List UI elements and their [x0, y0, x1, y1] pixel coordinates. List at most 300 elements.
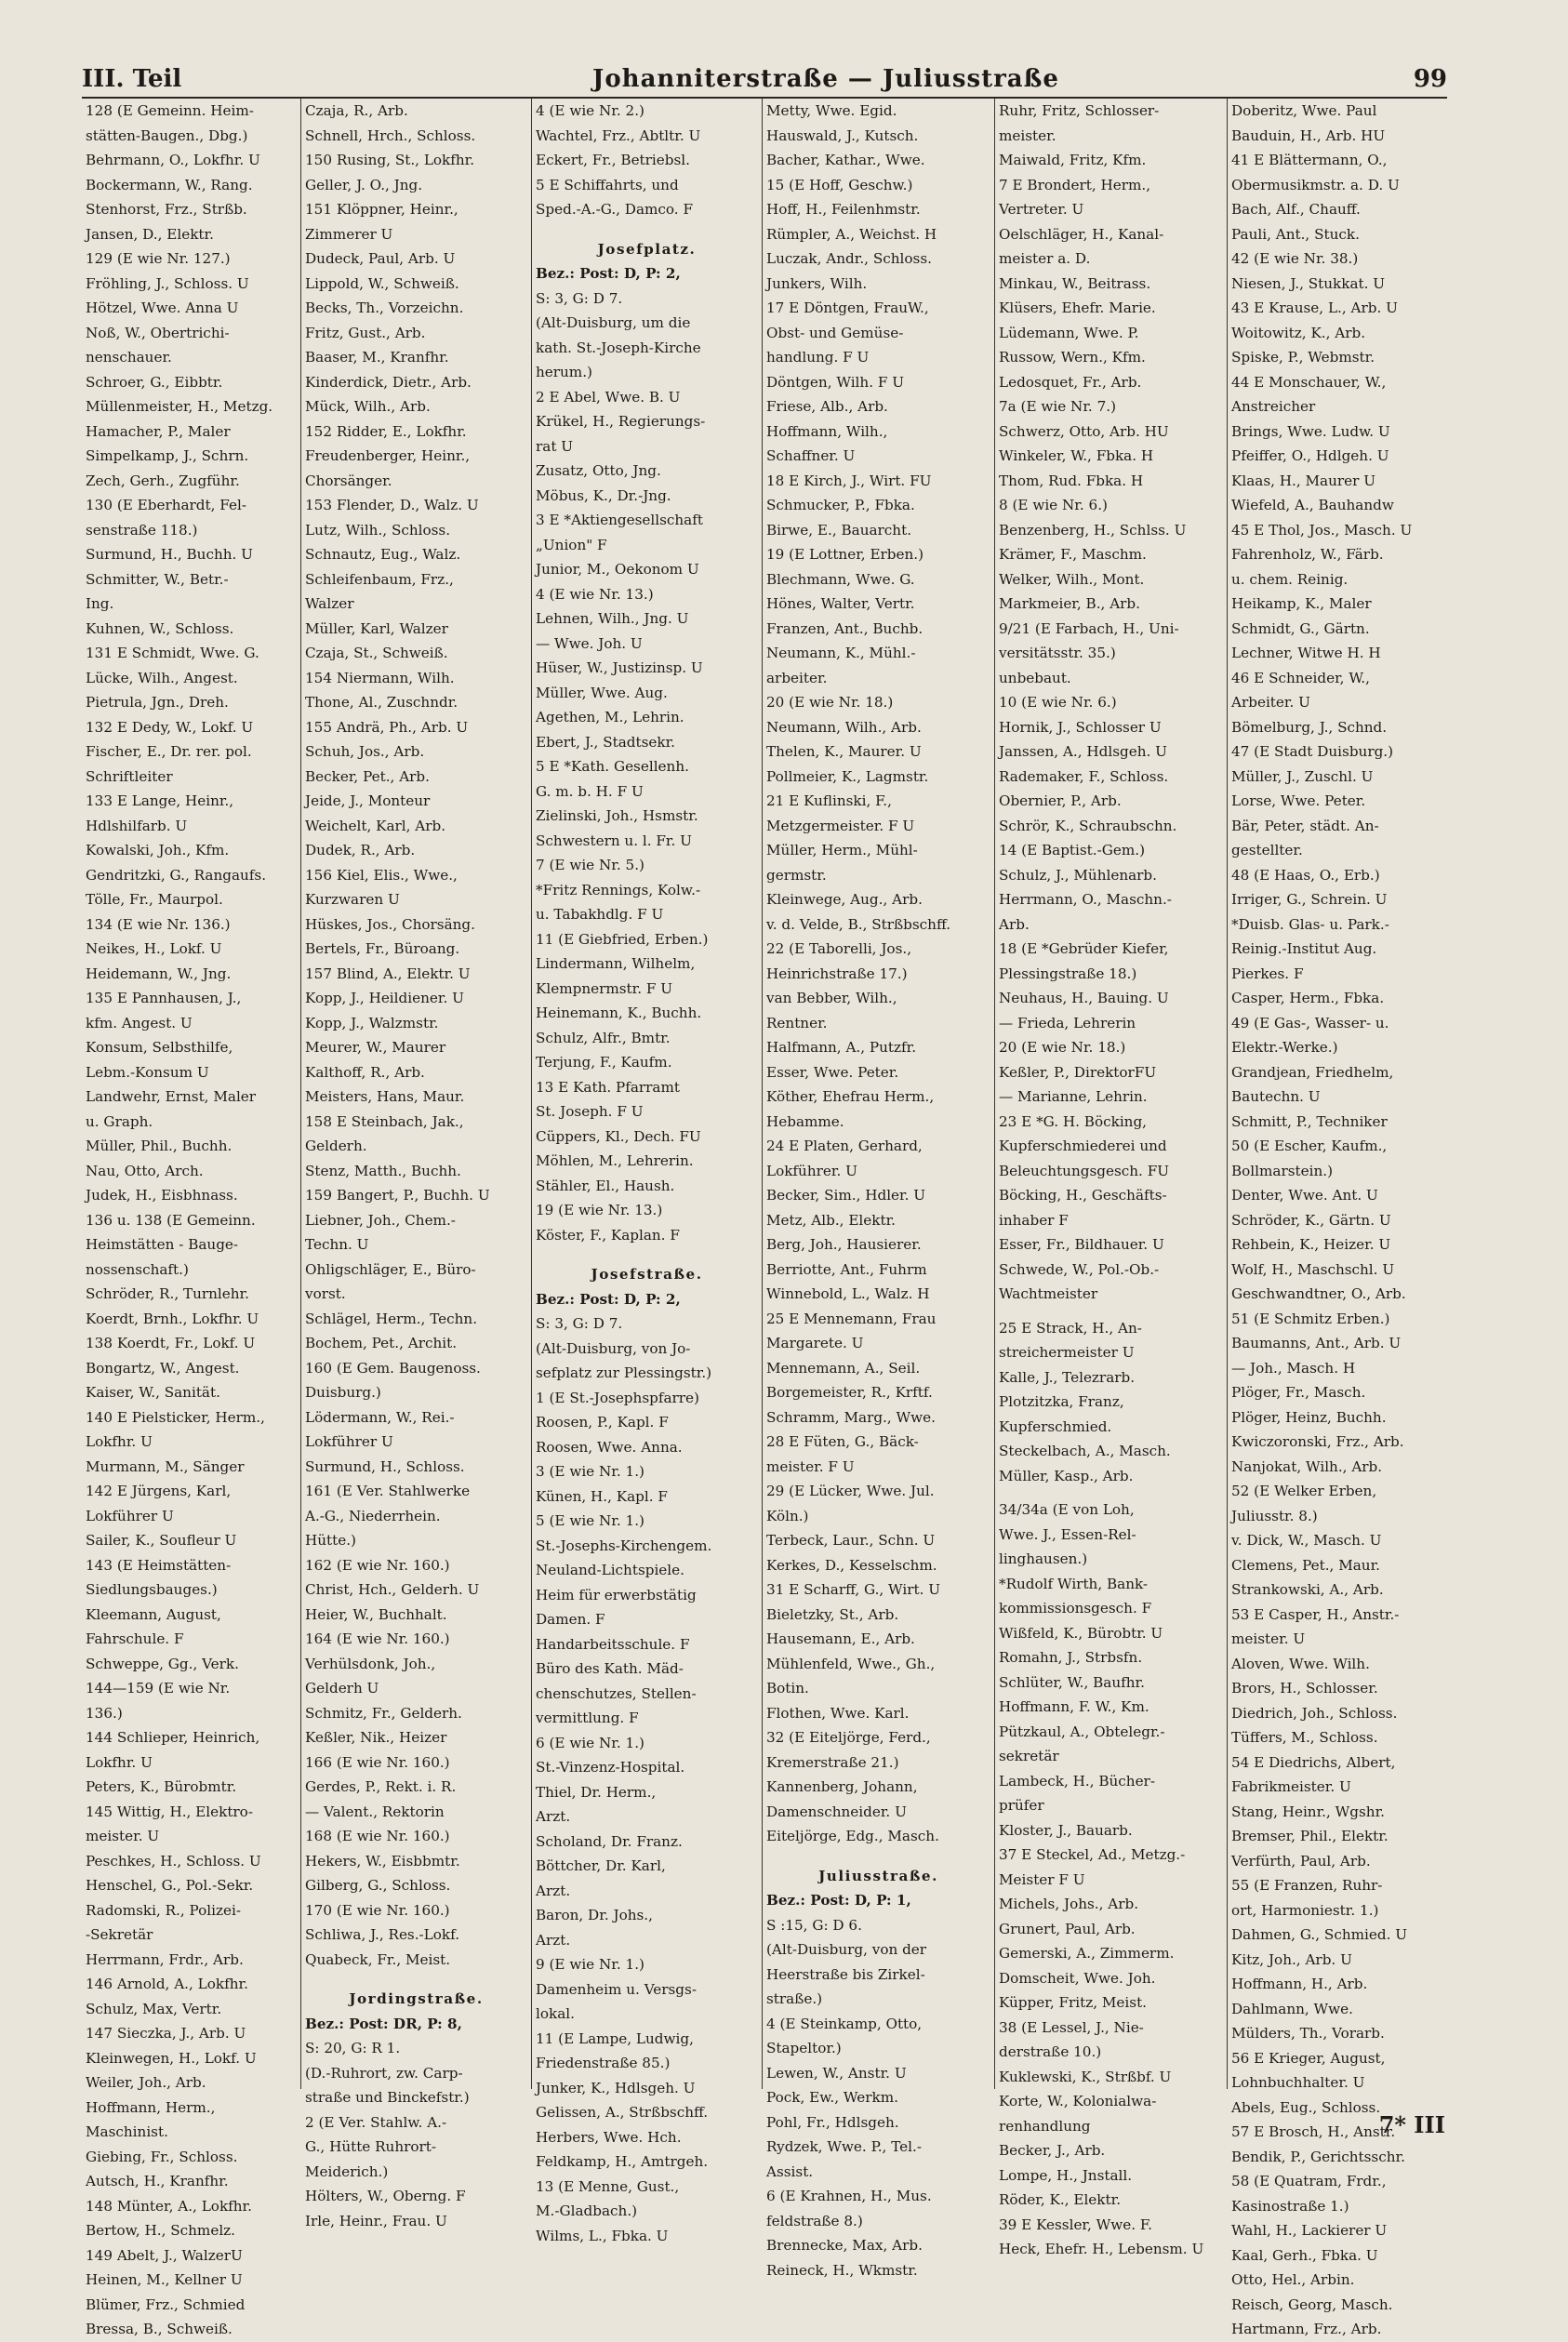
directory-line: Nau, Otto, Arch. — [86, 1162, 204, 1179]
directory-line: Schulz, Max, Vertr. — [86, 2000, 222, 2017]
directory-line: germstr. — [766, 866, 827, 884]
directory-line: Lödermann, W., Rei.- — [305, 1408, 455, 1426]
directory-line: Röder, K., Elektr. — [999, 2191, 1122, 2208]
directory-line: Schulz, J., Mühlenarb. — [999, 866, 1157, 884]
directory-line: Welker, Wilh., Mont. — [999, 570, 1145, 588]
directory-line: Kremerstraße 21.) — [766, 1753, 899, 1771]
directory-line: Peschkes, H., Schloss. U — [86, 1852, 261, 1870]
directory-line: 142 E Jürgens, Karl, — [86, 1483, 232, 1499]
directory-line: arbeiter. — [766, 669, 828, 686]
directory-line: Gilberg, G., Schloss. — [305, 1877, 451, 1894]
directory-line: Bressa, B., Schweiß. — [86, 2321, 233, 2337]
directory-line: renhandlung — [999, 2117, 1091, 2135]
directory-line: 55 (E Franzen, Ruhr- — [1231, 1877, 1383, 1894]
directory-line: Keßler, Nik., Heizer — [305, 1729, 447, 1746]
directory-line: Niesen, J., Stukkat. U — [1231, 274, 1386, 292]
directory-line: Kannenberg, Johann, — [766, 1778, 918, 1795]
directory-line: Lokführer U — [86, 1507, 174, 1524]
directory-line: Hdlshilfarb. U — [86, 817, 188, 834]
directory-line: meister. F U — [766, 1457, 855, 1475]
directory-line: 23 E *G. H. Böcking, — [999, 1112, 1148, 1130]
directory-line: Heier, W., Buchhalt. — [305, 1605, 447, 1623]
directory-line: Herbers, Wwe. Hch. — [536, 2128, 682, 2146]
directory-line: 156 Kiel, Elis., Wwe., — [305, 866, 458, 884]
directory-line: Thone, Al., Zuschndr. — [305, 694, 458, 711]
directory-line: handlung. F U — [766, 349, 870, 366]
directory-line: Hoffmann, H., Arb. — [1231, 1976, 1368, 1992]
directory-line: Brors, H., Schlosser. — [1231, 1680, 1378, 1697]
directory-line — [305, 1972, 527, 1981]
directory-line: Reisch, Georg, Masch. — [1231, 2295, 1393, 2313]
directory-line: 46 E Schneider, W., — [1231, 669, 1370, 686]
directory-line: Schrör, K., Schraubschn. — [999, 817, 1177, 834]
directory-line: Dahlmann, Wwe. — [1231, 2000, 1353, 2017]
directory-line: Hausemann, E., Arb. — [766, 1630, 915, 1647]
column-4 — [763, 99, 995, 2279]
directory-line: Dudeck, Paul, Arb. U — [305, 250, 456, 267]
directory-line: 50 (E Escher, Kaufm., — [1231, 1138, 1388, 1154]
directory-line: Köster, F., Kaplan. F — [536, 1226, 680, 1244]
directory-line: Herrmann, O., Maschn.- — [999, 891, 1172, 908]
directory-line: 3 (E wie Nr. 1.) — [536, 1463, 644, 1480]
directory-line: gestellter. — [1231, 842, 1303, 858]
directory-line: Hekers, W., Eisbbmtr. — [305, 1852, 460, 1870]
directory-line: 19 (E wie Nr. 13.) — [536, 1202, 663, 1218]
directory-line: Halfmann, A., Putzfr. — [766, 1039, 917, 1056]
directory-line: 6 (E Krahnen, H., Mus. — [766, 2188, 932, 2204]
directory-line: Neumann, K., Mühl.- — [766, 645, 916, 661]
directory-line: Wwe. J., Essen-Rel- — [999, 1525, 1136, 1543]
directory-line: Müller, Karl, Walzer — [305, 619, 448, 637]
column-3 — [532, 99, 763, 2244]
street-heading: Juliusstraße. — [818, 1867, 938, 1884]
directory-line: Wachtel, Frz., Abtltr. U — [536, 126, 701, 144]
directory-line: Bollmarstein.) — [1231, 1162, 1334, 1179]
directory-line: Kalthoff, R., Arb. — [305, 1063, 425, 1081]
directory-line: kath. St.-Joseph-Kirche — [536, 339, 701, 356]
directory-line: Siedlungsbauges.) — [86, 1581, 218, 1598]
directory-line: St.-Josephs-Kirchengem. — [536, 1537, 712, 1554]
directory-line: Böttcher, Dr. Karl, — [536, 1857, 666, 1874]
directory-line: Becks, Th., Vorzeichn. — [305, 299, 464, 316]
directory-line: Möhlen, M., Lehrerin. — [536, 1152, 694, 1169]
directory-line: Hoffmann, Herm., — [86, 2098, 216, 2116]
directory-line: Feldkamp, H., Amtrgeh. — [536, 2153, 709, 2170]
directory-line: v. Dick, W., Masch. U — [1231, 1532, 1382, 1549]
directory-line: Cüppers, Kl., Dech. FU — [536, 1127, 701, 1145]
directory-line: Bendik, P., Gerichtsschr. — [1231, 2148, 1405, 2165]
directory-line: Meurer, W., Maurer — [305, 1039, 446, 1056]
directory-line: 145 Wittig, H., Elektro- — [86, 1803, 253, 1820]
directory-line: Brennecke, Max, Arb. — [766, 2237, 923, 2254]
directory-line: Schriftleiter — [86, 767, 173, 785]
directory-line: Baron, Dr. Johs., — [536, 1907, 653, 1923]
directory-line: Wißfeld, K., Bürobtr. U — [999, 1624, 1163, 1642]
directory-line: 19 (E Lottner, Erben.) — [766, 546, 924, 563]
directory-line: 135 E Pannhausen, J., — [86, 990, 242, 1006]
directory-line: Mück, Wilh., Arb. — [305, 398, 431, 415]
directory-line: 52 (E Welker Erben, — [1231, 1483, 1377, 1499]
directory-line: 161 (E Ver. Stahlwerke — [305, 1483, 471, 1499]
directory-line: Klüsers, Ehefr. Marie. — [999, 299, 1156, 316]
directory-line: 138 Koerdt, Fr., Lokf. U — [86, 1335, 256, 1351]
directory-line: Küpper, Fritz, Meist. — [999, 1994, 1148, 2011]
directory-line: Doberitz, Wwe. Paul — [1231, 102, 1377, 119]
directory-line: Bömelburg, J., Schnd. — [1231, 718, 1388, 736]
directory-line: Bertels, Fr., Büroang. — [305, 940, 460, 957]
directory-line: ort, Harmoniestr. 1.) — [1231, 1901, 1379, 1919]
directory-line: Freudenberger, Heinr., — [305, 447, 471, 464]
directory-line: Schmucker, P., Fbka. — [766, 497, 915, 513]
directory-line: 18 E Kirch, J., Wirt. FU — [766, 472, 932, 489]
directory-line: Schramm, Marg., Wwe. — [766, 1408, 936, 1426]
directory-line: Schleifenbaum, Frz., — [305, 570, 454, 588]
directory-line: Junker, K., Hdlsgeh. U — [536, 2079, 696, 2096]
directory-line: Heidemann, W., Jng. — [86, 965, 232, 982]
directory-line: Esser, Fr., Bildhauer. U — [999, 1236, 1164, 1253]
directory-line: G. m. b. H. F U — [536, 782, 644, 800]
directory-line: Schliwa, J., Res.-Lokf. — [305, 1926, 460, 1943]
directory-line: Rydzek, Wwe. P., Tel.- — [766, 2138, 922, 2155]
directory-line: Pollmeier, K., Lagmstr. — [766, 767, 929, 785]
district-info: Bez.: Post: D, P: 2, — [536, 265, 681, 282]
directory-line: Elektr.-Werke.) — [1231, 1039, 1338, 1056]
directory-line: 149 Abelt, J., WalzerU — [86, 2246, 243, 2264]
directory-line: stätten-Baugen., Dbg.) — [86, 126, 248, 144]
directory-line: Rümpler, A., Weichst. H — [766, 225, 937, 243]
directory-line: Müllenmeister, H., Metzg. — [86, 398, 273, 415]
directory-line: Czaja, St., Schweiß. — [305, 645, 448, 661]
directory-line: Ing. — [86, 595, 114, 612]
directory-line: Margarete. U — [766, 1335, 864, 1351]
directory-line: 41 E Blättermann, O., — [1231, 152, 1388, 168]
directory-line: Blümer, Frz., Schmied — [86, 2295, 246, 2313]
directory-line: Luczak, Andr., Schloss. — [766, 250, 932, 267]
directory-line: Abels, Eug., Schloss. — [1231, 2098, 1381, 2116]
directory-line: Irle, Heinr., Frau. U — [305, 2212, 447, 2229]
directory-line: 11 (E Giebfried, Erben.) — [536, 930, 709, 948]
directory-line: Flothen, Wwe. Karl. — [766, 1704, 910, 1722]
directory-line: 31 E Scharff, G., Wirt. U — [766, 1581, 941, 1598]
directory-line: Arzt. — [536, 1808, 571, 1825]
directory-line: Dahmen, G., Schmied. U — [1231, 1926, 1408, 1943]
directory-line: Beleuchtungsgesch. FU — [999, 1162, 1170, 1179]
directory-line: Wolf, H., Maschschl. U — [1231, 1260, 1395, 1278]
directory-line: 13 (E Menne, Gust., — [536, 2177, 680, 2195]
directory-line: Ledosquet, Fr., Arb. — [999, 373, 1142, 391]
directory-line: 45 E Thol, Jos., Masch. U — [1231, 521, 1413, 539]
directory-line: Henschel, G., Pol.-Sekr. — [86, 1877, 254, 1894]
directory-line: 54 E Diedrichs, Albert, — [1231, 1753, 1396, 1771]
directory-line: Müller, Herm., Mühl- — [766, 842, 918, 858]
directory-line: linghausen.) — [999, 1550, 1088, 1567]
directory-line: vorst. — [305, 1285, 346, 1302]
directory-line: Reinig.-Institut Aug. — [1231, 940, 1377, 957]
column-1 — [82, 99, 301, 2337]
directory-line: Lücke, Wilh., Angest. — [86, 669, 238, 686]
directory-line: Künen, H., Kapl. F — [536, 1487, 668, 1505]
directory-line: Otto, Hel., Arbin. — [1231, 2271, 1355, 2288]
directory-line: Kitz, Joh., Arb. U — [1231, 1950, 1352, 1968]
directory-line: Neikes, H., Lokf. U — [86, 940, 222, 957]
directory-line: 162 (E wie Nr. 160.) — [305, 1556, 450, 1574]
directory-line: 128 (E Gemeinn. Heim- — [86, 102, 254, 119]
directory-line: Winkeler, W., Fbka. H — [999, 447, 1154, 464]
directory-line: 38 (E Lessel, J., Nie- — [999, 2018, 1144, 2036]
directory-line: Maschinist. — [86, 2123, 168, 2140]
directory-line: Schmitter, W., Betr.- — [86, 570, 229, 588]
directory-line: Lutz, Wilh., Schloss. — [305, 521, 451, 539]
directory-line: 47 (E Stadt Duisburg.) — [1231, 743, 1394, 760]
directory-line: Casper, Herm., Fbka. — [1231, 990, 1385, 1006]
directory-line: chenschutzes, Stellen- — [536, 1684, 697, 1702]
directory-line: Klempnermstr. F U — [536, 979, 673, 997]
directory-line: 11 (E Lampe, Ludwig, — [536, 2029, 694, 2047]
directory-line: 1 (E St.-Josephspfarre) — [536, 1389, 699, 1406]
directory-line: Agethen, M., Lehrin. — [536, 709, 684, 725]
directory-line: Stähler, El., Haush. — [536, 1177, 675, 1194]
directory-line: Bongartz, W., Angest. — [86, 1359, 240, 1377]
directory-line: Friese, Alb., Arb. — [766, 398, 888, 415]
directory-line: Obst- und Gemüse- — [766, 324, 904, 341]
directory-line: 8 (E wie Nr. 6.) — [999, 497, 1108, 513]
directory-line: Lokführer U — [305, 1433, 393, 1450]
directory-line: Grunert, Paul, Arb. — [999, 1920, 1136, 1937]
directory-line: 22 (E Taborelli, Jos., — [766, 940, 912, 957]
directory-line: Pietrula, Jgn., Dreh. — [86, 694, 229, 711]
directory-line: Büro des Kath. Mäd- — [536, 1660, 684, 1677]
directory-line: Lüdemann, Wwe. P. — [999, 324, 1139, 341]
directory-line: Nanjokat, Wilh., Arb. — [1231, 1457, 1383, 1475]
directory-line: Heimstätten - Bauge- — [86, 1236, 239, 1253]
directory-line: 5 (E wie Nr. 1.) — [536, 1512, 644, 1529]
directory-line: Hötzel, Wwe. Anna U — [86, 299, 239, 316]
directory-line: Kopp, J., Heildiener. U — [305, 990, 464, 1006]
district-info: Bez.: Post: D, P: 2, — [536, 1290, 681, 1308]
directory-line: 140 E Pielsticker, Herm., — [86, 1408, 265, 1426]
directory-line: Fröhling, J., Schloss. U — [86, 274, 249, 292]
directory-line: Schwestern u. l. Fr. U — [536, 832, 692, 849]
directory-line: Gelissen, A., Strßbschff. — [536, 2104, 709, 2121]
directory-line — [536, 1247, 758, 1257]
directory-line: Lewen, W., Anstr. U — [766, 2064, 907, 2082]
directory-line: Metzgermeister. F U — [766, 817, 915, 834]
directory-line: Noß, W., Obertrichi- — [86, 324, 230, 341]
directory-line: *Duisb. Glas- u. Park.- — [1231, 915, 1389, 933]
directory-line: Denter, Wwe. Ant. U — [1231, 1187, 1378, 1204]
directory-line: meister a. D. — [999, 250, 1091, 267]
directory-line: Bertow, H., Schmelz. — [86, 2222, 236, 2239]
directory-line: Fahrenholz, W., Färb. — [1231, 546, 1384, 563]
directory-line: 2 (E Ver. Stahlw. A.- — [305, 2113, 447, 2131]
directory-line: Techn. U — [305, 1236, 369, 1253]
directory-line: 152 Ridder, E., Lokfhr. — [305, 422, 467, 440]
directory-line: Kaiser, W., Sanität. — [86, 1384, 220, 1401]
directory-line: Mennemann, A., Seil. — [766, 1359, 921, 1377]
directory-line: Müller, J., Zuschl. U — [1231, 767, 1374, 785]
directory-line: Schnell, Hrch., Schloss. — [305, 126, 476, 144]
directory-line: Roosen, P., Kapl. F — [536, 1414, 669, 1430]
street-range-title: Johanniterstraße — Juliusstraße — [592, 65, 1059, 93]
directory-line: Juliusstr. 8.) — [1231, 1507, 1318, 1524]
directory-line: S: 3, G: D 7. — [536, 289, 623, 307]
directory-line: 51 (E Schmitz Erben.) — [1231, 1310, 1390, 1327]
directory-line: 53 E Casper, H., Anstr.- — [1231, 1605, 1400, 1623]
directory-line: 29 (E Lücker, Wwe. Jul. — [766, 1483, 935, 1499]
directory-line: Tölle, Fr., Maurpol. — [86, 891, 223, 908]
directory-line: 158 E Steinbach, Jak., — [305, 1112, 464, 1130]
directory-line: Landwehr, Ernst, Maler — [86, 1088, 257, 1105]
directory-line: 154 Niermann, Wilh. — [305, 669, 455, 686]
directory-line: Baaser, M., Kranfhr. — [305, 349, 449, 366]
directory-line: Weichelt, Karl, Arb. — [305, 817, 446, 834]
directory-line: herum.) — [536, 364, 592, 380]
directory-line: kfm. Angest. U — [86, 1014, 193, 1031]
directory-line — [766, 1849, 990, 1858]
directory-line: 24 E Platen, Gerhard, — [766, 1138, 923, 1154]
directory-line: — Frieda, Lehrerin — [999, 1014, 1136, 1031]
page-number: 99 — [1413, 65, 1447, 93]
directory-line: Sped.-A.-G., Damco. F — [536, 201, 694, 218]
directory-line: *Fritz Rennings, Kolw.- — [536, 881, 701, 898]
directory-line: Terbeck, Laur., Schn. U — [766, 1532, 936, 1549]
directory-line: — Wwe. Joh. U — [536, 634, 643, 652]
directory-line: Stang, Heinr., Wgshr. — [1231, 1803, 1385, 1820]
directory-line: Korte, W., Kolonialwa- — [999, 2093, 1157, 2109]
directory-line: Koerdt, Brnh., Lokfhr. U — [86, 1310, 259, 1327]
directory-line: Kurzwaren U — [305, 891, 400, 908]
directory-line: Wilms, L., Fbka. U — [536, 2227, 669, 2244]
directory-line: Michels, Johs., Arb. — [999, 1896, 1139, 1912]
directory-line: 159 Bangert, P., Buchh. U — [305, 1187, 490, 1204]
directory-line: Spiske, P., Webmstr. — [1231, 349, 1375, 366]
directory-line: u. Graph. — [86, 1112, 153, 1130]
directory-line: Ebert, J., Stadtsekr. — [536, 733, 675, 751]
directory-line: Lokfhr. U — [86, 1433, 153, 1450]
directory-line: Hüser, W., Justizinsp. U — [536, 659, 703, 676]
directory-line: Herrmann, Frdr., Arb. — [86, 1950, 244, 1968]
directory-line: derstraße 10.) — [999, 2043, 1102, 2060]
directory-line: 144 Schlieper, Heinrich, — [86, 1729, 260, 1746]
directory-line: Metty, Wwe. Egid. — [766, 102, 897, 119]
directory-line: 5 E Schiffahrts, und — [536, 176, 679, 193]
directory-line: 168 (E wie Nr. 160.) — [305, 1828, 450, 1844]
directory-line: 4 (E Steinkamp, Otto, — [766, 2015, 923, 2032]
directory-line — [536, 222, 758, 232]
directory-line: Lompe, H., Jnstall. — [999, 2166, 1133, 2184]
directory-line: Weiler, Joh., Arb. — [86, 2074, 206, 2091]
directory-line: Sailer, K., Soufleur U — [86, 1532, 237, 1549]
directory-line: Autsch, H., Kranfhr. — [86, 2173, 229, 2189]
directory-line: nossenschaft.) — [86, 1260, 189, 1278]
directory-line: meister. — [999, 126, 1056, 144]
directory-line: Fahrschule. F — [86, 1630, 184, 1647]
directory-line: Roosen, Wwe. Anna. — [536, 1438, 683, 1456]
street-heading: Jordingstraße. — [349, 1990, 484, 2007]
directory-line: Müller, Phil., Buchh. — [86, 1138, 233, 1154]
directory-line: Ohligschläger, E., Büro- — [305, 1260, 476, 1278]
directory-line: Meiderich.) — [305, 2162, 389, 2180]
directory-line: 10 (E wie Nr. 6.) — [999, 694, 1117, 711]
directory-line: Aloven, Wwe. Wilh. — [1231, 1655, 1370, 1672]
directory-line: Simpelkamp, J., Schrn. — [86, 447, 249, 464]
directory-line: Obernier, P., Arb. — [999, 792, 1122, 809]
directory-line: Hamacher, P., Maler — [86, 422, 231, 440]
directory-line: Schmitt, P., Techniker — [1231, 1112, 1388, 1130]
directory-line: 49 (E Gas-, Wasser- u. — [1231, 1014, 1389, 1031]
directory-line: Eiteljörge, Edg., Masch. — [766, 1828, 939, 1844]
directory-line: 147 Sieczka, J., Arb. U — [86, 2025, 246, 2042]
directory-line: Bach, Alf., Chauff. — [1231, 201, 1361, 218]
directory-line: Fischer, E., Dr. rer. pol. — [86, 743, 252, 760]
directory-line: Bauduin, H., Arb. HU — [1231, 126, 1386, 144]
directory-line: 148 Münter, A., Lokfhr. — [86, 2197, 252, 2215]
directory-line: Schuh, Jos., Arb. — [305, 743, 425, 760]
street-heading: Josefstraße. — [591, 1266, 703, 1283]
directory-line: Romahn, J., Strbsfn. — [999, 1649, 1143, 1666]
directory-line: Heim für erwerbstätig — [536, 1586, 697, 1603]
directory-line: Mühlenfeld, Wwe., Gh., — [766, 1655, 936, 1672]
directory-line — [999, 1307, 1223, 1316]
directory-line: Kleemann, August, — [86, 1605, 221, 1623]
directory-line: 9/21 (E Farbach, H., Uni- — [999, 619, 1179, 637]
directory-line: Esser, Wwe. Peter. — [766, 1063, 899, 1081]
directory-line: 17 E Döntgen, FrauW., — [766, 299, 929, 316]
directory-line: Berriotte, Ant., Fuhrm — [766, 1260, 927, 1278]
directory-line: Hartmann, Frz., Arb. — [1231, 2321, 1382, 2337]
directory-line: Lechner, Witwe H. H — [1231, 645, 1381, 661]
directory-line: Kaal, Gerh., Fbka. U — [1231, 2246, 1378, 2264]
directory-line: straße.) — [766, 1990, 823, 2007]
directory-line: Wahl, H., Lackierer U — [1231, 2222, 1388, 2239]
directory-line: Lippold, W., Schweiß. — [305, 274, 459, 292]
directory-line: Krämer, F., Maschm. — [999, 546, 1147, 563]
directory-line: Thom, Rud. Fbka. H — [999, 472, 1144, 489]
directory-line: Bautechn. U — [1231, 1088, 1321, 1105]
directory-line: 153 Flender, D., Walz. U — [305, 497, 479, 513]
directory-line: 164 (E wie Nr. 160.) — [305, 1630, 450, 1647]
directory-line: Arb. — [999, 915, 1030, 933]
directory-line: Reineck, H., Wkmstr. — [766, 2261, 918, 2279]
directory-line: Becker, J., Arb. — [999, 2142, 1106, 2159]
directory-line: 25 E Mennemann, Frau — [766, 1310, 937, 1327]
directory-line: Schröder, R., Turnlehr. — [86, 1285, 249, 1302]
directory-line: Ruhr, Fritz, Schlosser- — [999, 102, 1160, 119]
directory-line: sefplatz zur Plessingstr.) — [536, 1364, 712, 1381]
directory-line: Lebm.-Konsum U — [86, 1063, 209, 1081]
directory-line: 20 (E wie Nr. 18.) — [766, 694, 894, 711]
directory-line: Meister F U — [999, 1870, 1085, 1888]
directory-line: Borgemeister, R., Krftf. — [766, 1384, 933, 1401]
directory-line: streichermeister U — [999, 1344, 1135, 1361]
directory-line: Kuklewski, K., Strßbf. U — [999, 2068, 1172, 2085]
directory-line: Blechmann, Wwe. G. — [766, 570, 915, 588]
directory-line: Schwede, W., Pol.-Ob.- — [999, 1260, 1160, 1278]
directory-line: rat U — [536, 437, 574, 455]
directory-line — [999, 1488, 1223, 1497]
directory-line: Heerstraße bis Zirkel- — [766, 1965, 925, 1983]
directory-line: 143 (E Heimstätten- — [86, 1556, 232, 1574]
directory-line: Zimmerer U — [305, 225, 393, 243]
directory-line: Russow, Wern., Kfm. — [999, 349, 1146, 366]
directory-line: 151 Klöppner, Heinr., — [305, 201, 458, 218]
directory-line: straße und Binckefstr.) — [305, 2089, 470, 2106]
directory-line: Schmitz, Fr., Gelderh. — [305, 1704, 462, 1722]
directory-line: Pfeiffer, O., Hdlgeh. U — [1231, 447, 1389, 464]
directory-line: 39 E Kessler, Wwe. F. — [999, 2216, 1152, 2233]
directory-line: Junkers, Wilh. — [766, 274, 868, 292]
directory-line: (Alt-Duisburg, von Jo- — [536, 1339, 691, 1357]
